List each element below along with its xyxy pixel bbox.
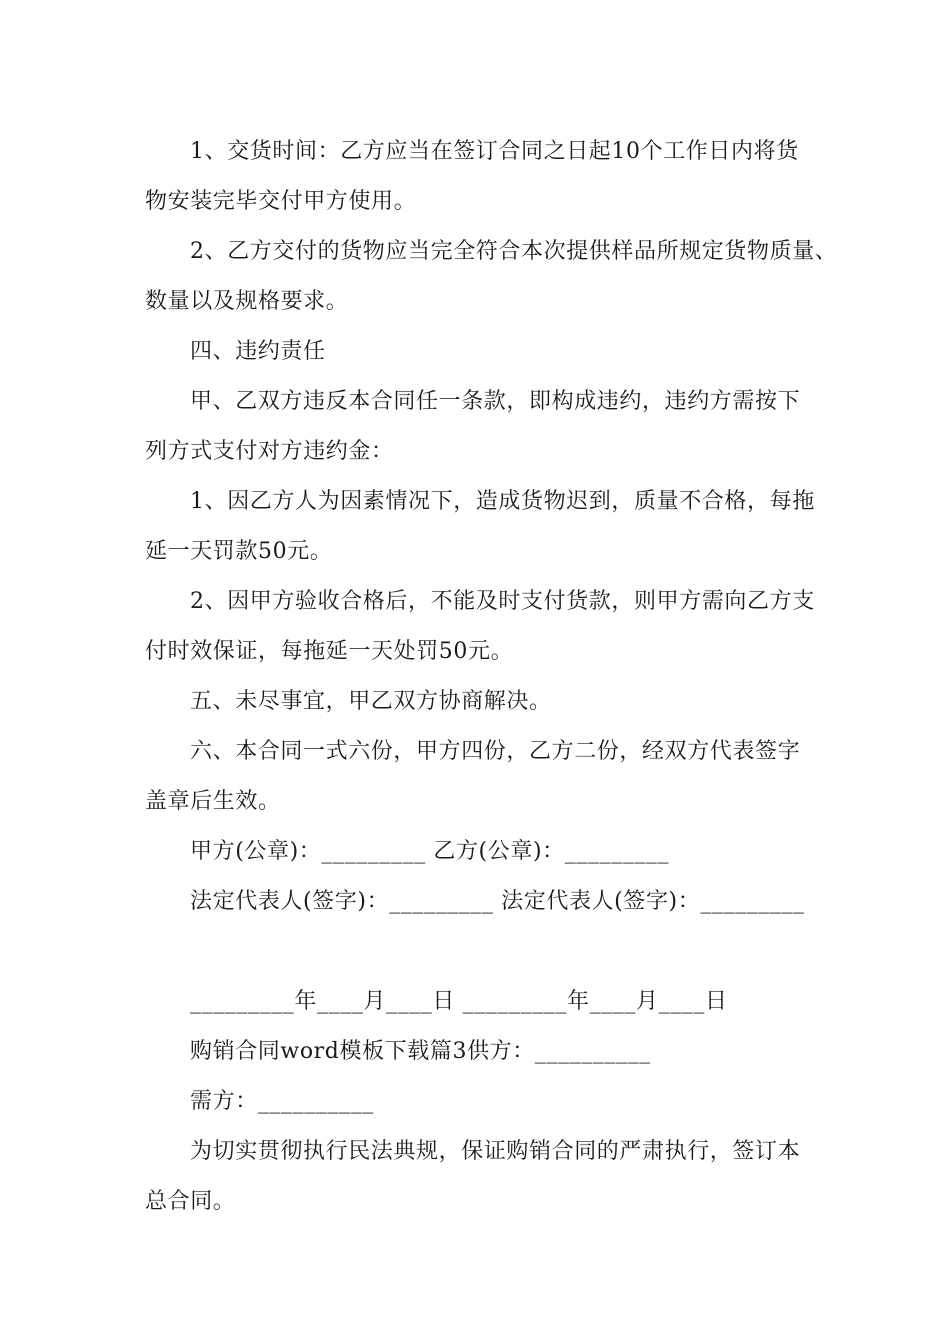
paragraph-line: 2、乙方交付的货物应当完全符合本次提供样品所规定货物质量、 [190, 239, 838, 264]
paragraph-line: 甲、乙双方违反本合同任一条款，即构成违约，违约方需按下 [190, 389, 801, 414]
paragraph-line: 需方：__________ [190, 1089, 374, 1114]
paragraph-line: 2、因甲方验收合格后，不能及时支付货款，则甲方需向乙方支 [190, 589, 815, 614]
section-heading: 购销合同word模板下载篇3供方：__________ [190, 1039, 651, 1064]
section-heading: 五、未尽事宜，甲乙双方协商解决。 [190, 689, 552, 714]
paragraph-line: 物安装完毕交付甲方使用。 [145, 189, 417, 214]
paragraph-line: 列方式支付对方违约金： [145, 439, 394, 464]
paragraph-line: 1、交货时间：乙方应当在签订合同之日起10个工作日内将货 [190, 139, 799, 164]
signature-line: 法定代表人(签字)：_________ 法定代表人(签字)：_________ [190, 889, 805, 914]
date-line: _________年____月____日 _________年____月____日 [190, 989, 728, 1014]
paragraph-line: 数量以及规格要求。 [145, 289, 349, 314]
paragraph-line: 延一天罚款50元。 [145, 539, 333, 564]
paragraph-line: 总合同。 [145, 1189, 236, 1214]
paragraph-line: 盖章后生效。 [145, 789, 281, 814]
paragraph-line: 为切实贯彻执行民法典规，保证购销合同的严肃执行，签订本 [190, 1139, 801, 1164]
paragraph-line: 1、因乙方人为因素情况下，造成货物迟到，质量不合格，每拖 [190, 489, 815, 514]
seal-line: 甲方(公章)：_________ 乙方(公章)：_________ [190, 839, 670, 864]
section-heading: 四、违约责任 [190, 339, 326, 364]
paragraph-line: 付时效保证，每拖延一天处罚50元。 [145, 639, 514, 664]
paragraph-line: 六、本合同一式六份，甲方四份，乙方二份，经双方代表签字 [190, 739, 801, 764]
